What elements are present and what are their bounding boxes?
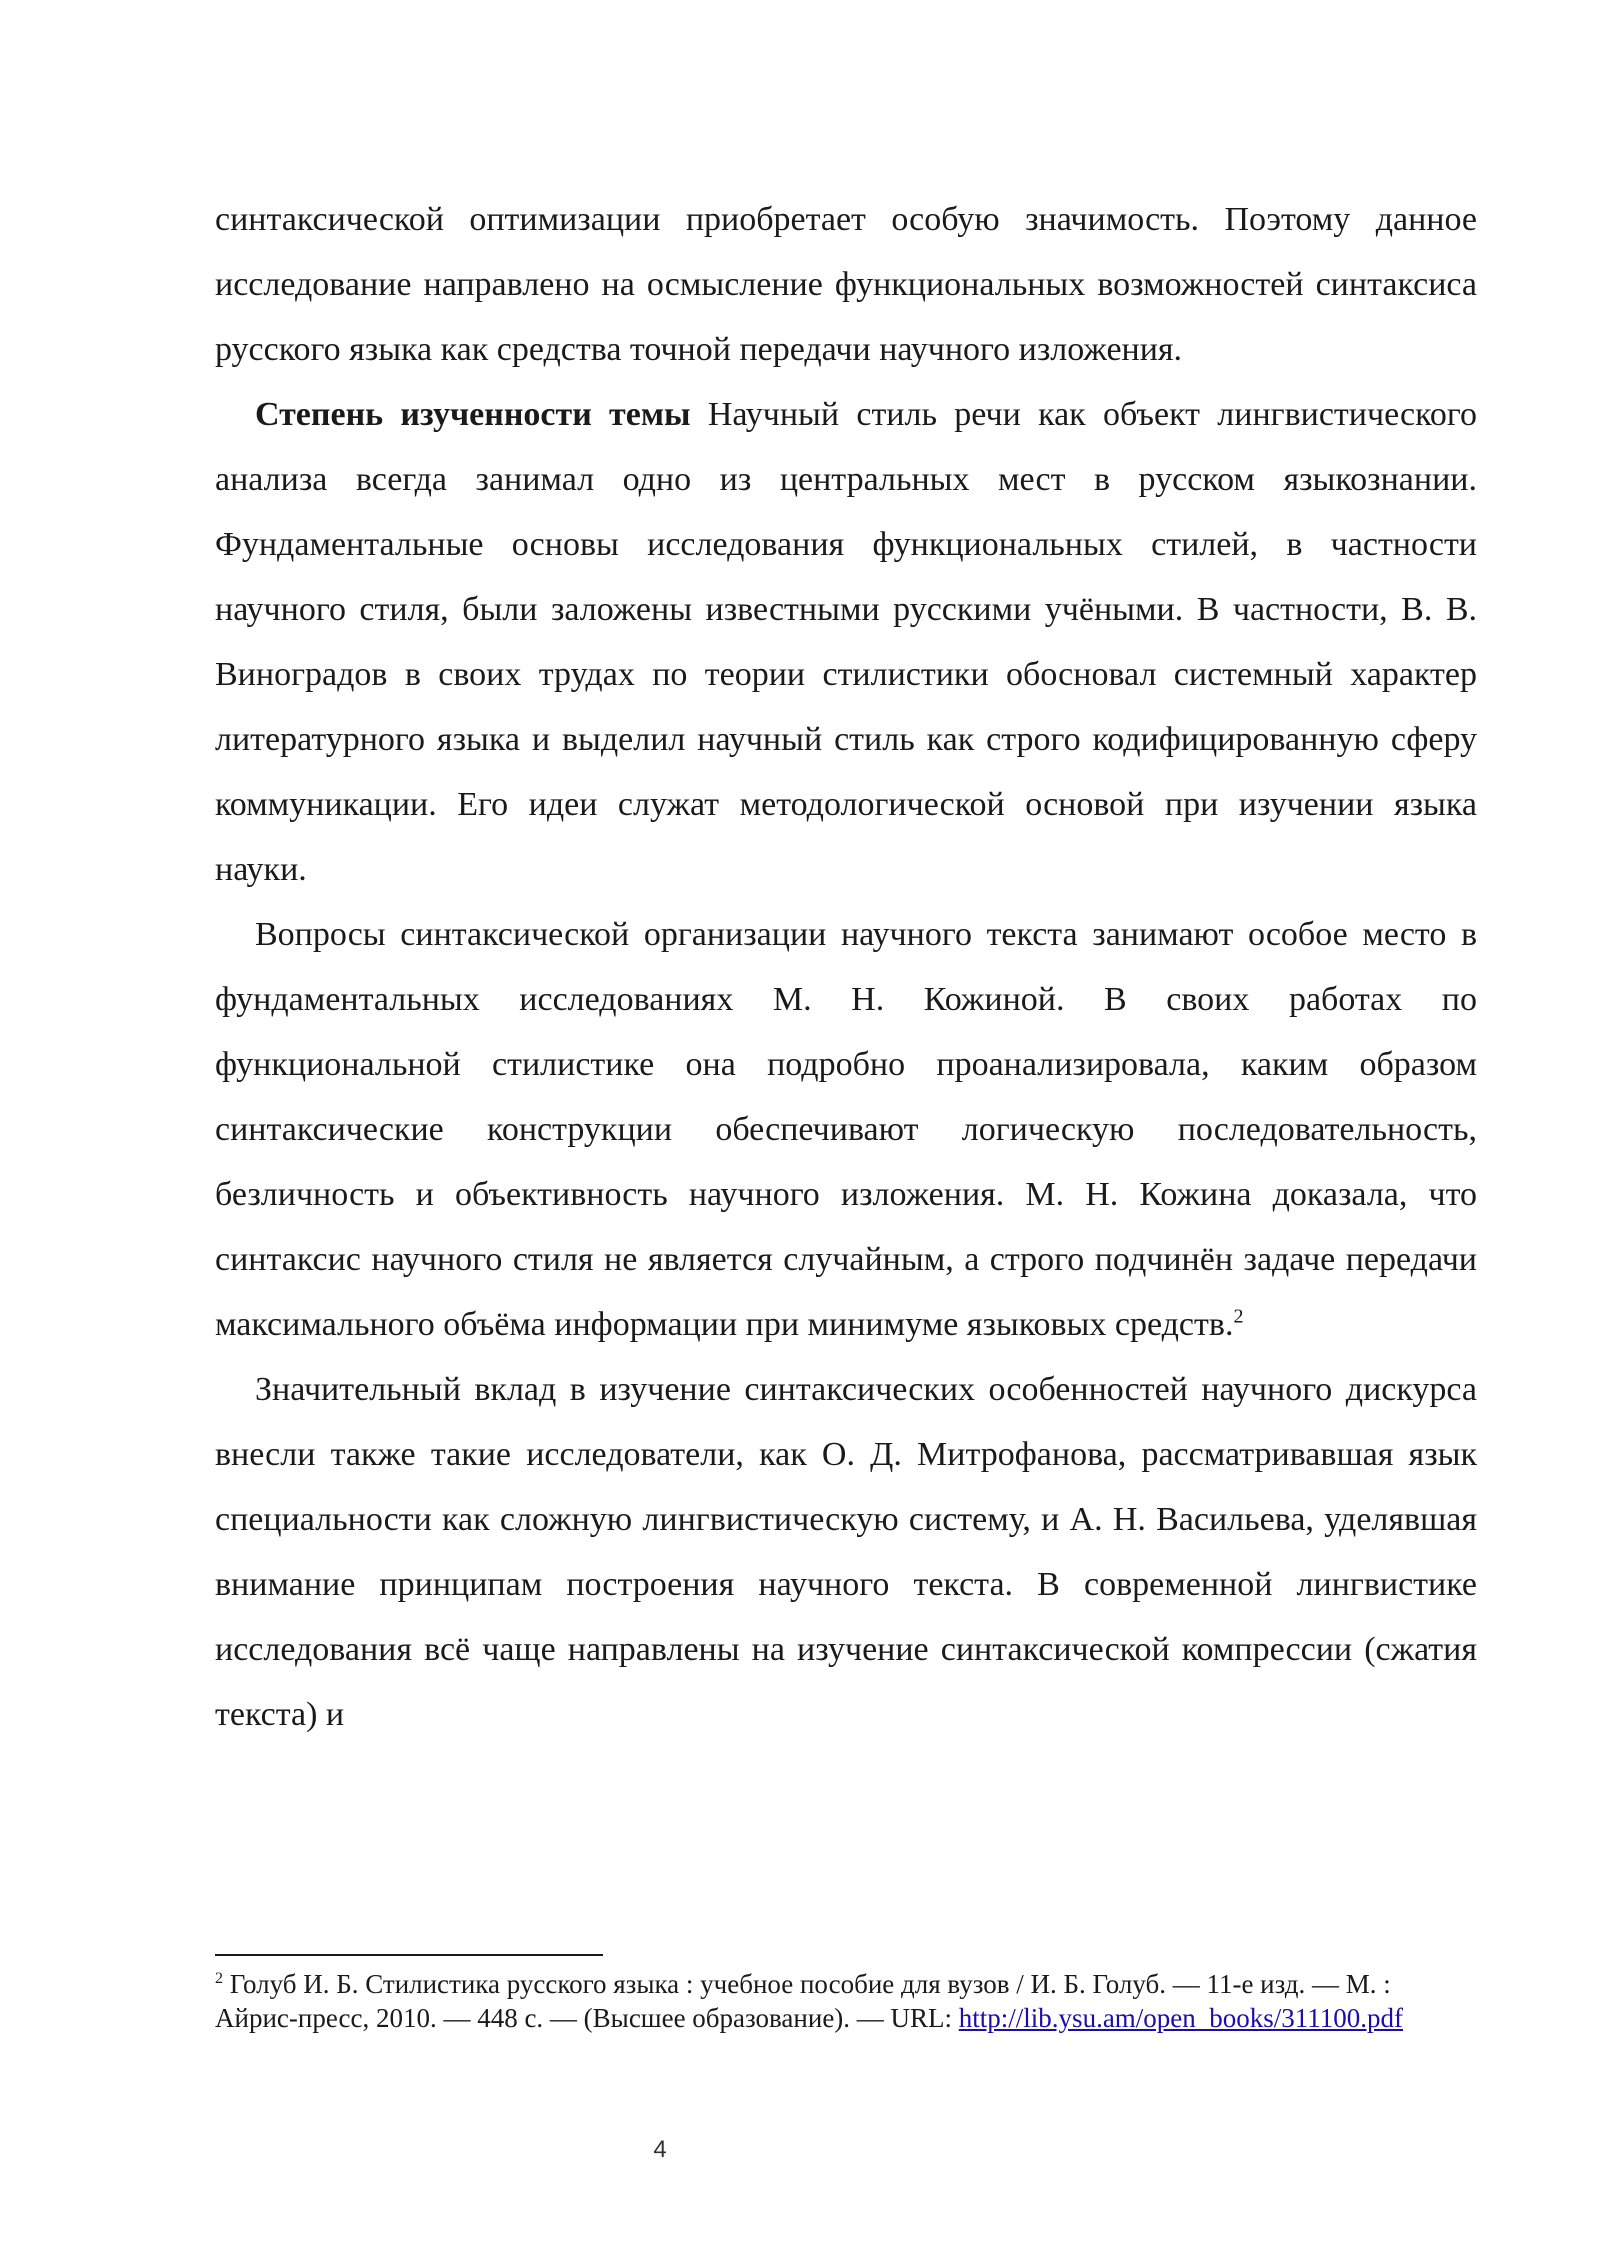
paragraph-continuation — [215, 187, 1477, 382]
page-number: 4 — [653, 2136, 667, 2163]
footnote-link[interactable]: http://lib.ysu.am/open_books/311100.pdf — [958, 2003, 1404, 2033]
paragraph-kozhina — [215, 902, 1477, 1357]
page-body — [215, 187, 1477, 1747]
footnote-separator — [215, 1954, 603, 1956]
paragraph-heading: Степень изученности темы — [255, 396, 691, 433]
paragraph-contributors — [215, 1357, 1477, 1747]
footnote-marker: 2 — [215, 1970, 223, 1987]
paragraph-text: синтаксической оптимизации приобретает особую значимость. Поэтому данное исследование направлено на осмысление функциональных возможностей синтаксиса русского языка как средства точной передачи научного изложения. — [215, 201, 1477, 368]
paragraph-text: Вопросы синтаксической организации научного текста занимают особое место в фундаментальных исследованиях М. Н. Кожиной. В своих работах по функциональной стилистике она подробно проанализировала, каким образом синтаксические конструкции обеспечивают логическую последовательность, безличность и объективность научного изложения. М. Н. Кожина доказала, что синтаксис научного стиля не является случайным, а строго подчинён задаче передачи максимального объёма информации при минимуме языковых средств. — [215, 916, 1477, 1343]
footnote-text: Голуб И. Б. Стилистика русского языка : учебное пособие для вузов / И. Б. Голуб. — 11-е изд. — М. : Айрис-пресс, 2010. — 448 с. — (Высшее образование). — URL: — [215, 1969, 1391, 2033]
paragraph-text: Значительный вклад в изучение синтаксических особенностей научного дискурса внесли также такие исследователи, как О. Д. Митрофанова, рассматривавшая язык специальности как сложную лингвистическую систему, и А. Н. Васильева, уделявшая внимание принципам построения научного текста. В современной лингвистике исследования всё чаще направлены на изучение синтаксической компрессии (сжатия текста) и — [215, 1371, 1477, 1733]
paragraph-text: Научный стиль речи как объект лингвистического анализа всегда занимал одно из центральных мест в русском языкознании. Фундаментальные основы исследования функциональных стилей, в частности научного стиля, были заложены известными русскими учёными. В частности, В. В. Виноградов в своих трудах по теории стилистики обосновал системный характер литературного языка и выделил научный стиль как строго кодифицированную сферу коммуникации. Его идеи служат методологической основой при изучении языка науки. — [215, 396, 1477, 888]
footnote-reference[interactable]: 2 — [1233, 1305, 1244, 1328]
paragraph-topic-study — [215, 382, 1477, 902]
footnote — [215, 1967, 1477, 2035]
